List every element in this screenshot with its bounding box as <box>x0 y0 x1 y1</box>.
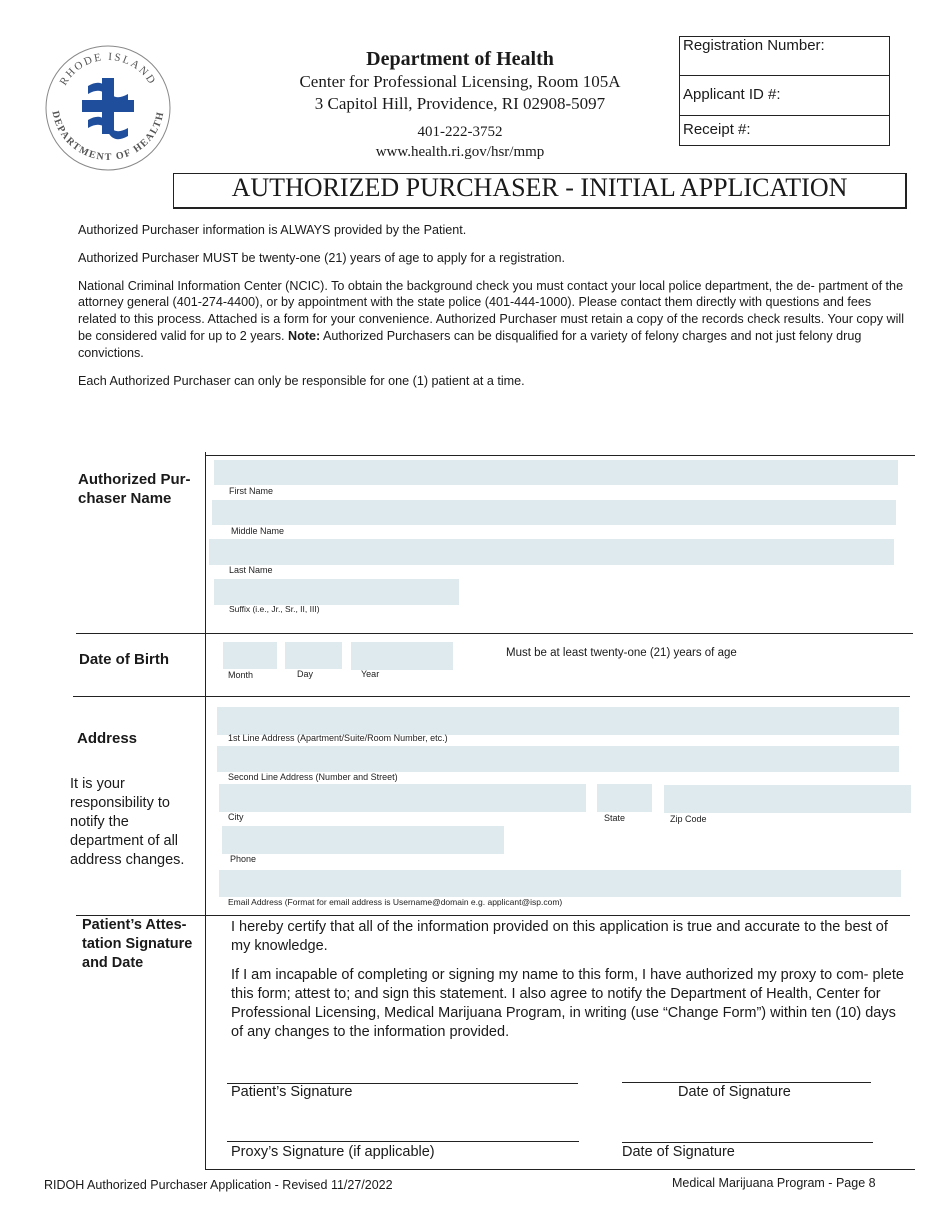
dob-day-caption: Day <box>297 669 314 679</box>
divider-bottom <box>205 1169 915 1170</box>
email-input[interactable] <box>219 870 901 897</box>
form-title-box <box>173 173 907 209</box>
proxy-signature-label: Proxy’s Signature (if applicable) <box>231 1144 435 1160</box>
address-label: Address <box>77 730 138 747</box>
intro-paragraph-3 <box>78 278 908 362</box>
seal-cross-icon <box>82 78 134 139</box>
seal-ring-bottom: DEPARTMENT OF HEALTH <box>49 109 167 164</box>
address-line1-caption: 1st Line Address (Apartment/Suite/Room Number, etc.) <box>228 733 448 743</box>
intro-paragraph-1: Authorized Purchaser information is ALWAYS provided by the Patient. <box>78 223 467 237</box>
patient-date-label: Date of Signature <box>678 1084 791 1100</box>
seal-graphic <box>44 44 172 172</box>
zip-input[interactable] <box>664 785 911 813</box>
intro-text <box>78 222 908 389</box>
city-caption: City <box>228 812 244 822</box>
last-name-caption: Last Name <box>229 565 273 575</box>
proxy-date-label: Date of Signature <box>622 1144 735 1160</box>
form-title: AUTHORIZED PURCHASER - INITIAL APPLICATION <box>231 173 848 202</box>
applicant-id-label: Applicant ID #: <box>683 86 781 103</box>
ri-health-seal <box>44 44 172 172</box>
note-label: Note: <box>288 328 321 343</box>
website-url: www.health.ri.gov/hsr/mmp <box>375 144 545 160</box>
suffix-input[interactable] <box>214 579 459 605</box>
intro-paragraph-4: Each Authorized Purchaser can only be responsible for one (1) patient at a time. <box>78 373 525 388</box>
suffix-caption: Suffix (i.e., Jr., Sr., II, III) <box>229 604 320 614</box>
department-name: Department of Health <box>366 48 554 70</box>
middle-name-input[interactable] <box>212 500 896 525</box>
dob-year-caption: Year <box>361 669 380 679</box>
note-text: Authorized Purchasers can be disqualified for a variety of felony charges and not just felony drug convictions. <box>78 328 862 360</box>
office-use-box <box>679 36 890 146</box>
state-caption: State <box>604 813 626 823</box>
registration-number-field[interactable] <box>680 37 889 76</box>
divider-dob-address <box>73 696 910 697</box>
attestation-paragraph-2: If I am incapable of completing or signing my name to this form, I have authorized my proxy to com- plete this form; attest to; and sign this statement. I also agree to notify the Department of Health, Center for Professional Licensing, Medical Marijuana Program, in writing (use “Change Form”) within ten (10) days of any changes to the information provided. <box>231 967 904 1040</box>
footer-revision: RIDOH Authorized Purchaser Application - Revised 11/27/2022 <box>44 1178 393 1192</box>
dob-month-input[interactable] <box>223 642 277 669</box>
phone-caption: Phone <box>230 854 257 864</box>
seal-ring-top: RHODE ISLAND <box>57 50 159 88</box>
address-line2-input[interactable] <box>217 746 899 772</box>
receipt-label: Receipt #: <box>683 121 751 138</box>
proxy-signature-line[interactable] <box>227 1141 579 1142</box>
divider-top <box>205 455 915 456</box>
zip-caption: Zip Code <box>670 814 707 824</box>
patient-signature-label: Patient’s Signature <box>231 1084 353 1100</box>
phone-input[interactable] <box>222 826 504 854</box>
patient-date-line[interactable] <box>622 1082 871 1083</box>
column-divider <box>205 452 206 1170</box>
street-address: 3 Capitol Hill, Providence, RI 02908-5097 <box>314 94 606 113</box>
dob-day-input[interactable] <box>285 642 342 669</box>
dob-month-caption: Month <box>228 670 254 680</box>
address-line1-input[interactable] <box>217 707 899 735</box>
attestation-label: Patient’s Attes- tation Signature and Date <box>82 917 193 971</box>
dob-age-note: Must be at least twenty-one (21) years of age <box>506 647 737 659</box>
ncic-text: National Criminal Information Center (NCIC). To obtain the background check you must contact your local police department, the de- partment of the attorney general (401-274-4400), or by appointment with the state police (401-444-1000). Please contact them directly with questions and fees related to this process. Attached is a form for your convenience. Authorized Purchaser must retain a copy of the records check results. Your copy will be considered valid for up to 2 years. <box>78 278 905 343</box>
footer-page-number: Medical Marijuana Program - Page 8 <box>672 1176 876 1190</box>
email-caption: Email Address (Format for email address is Username@domain e.g. applicant@isp.com) <box>228 897 563 907</box>
last-name-input[interactable] <box>209 539 894 565</box>
receipt-field[interactable] <box>680 116 889 145</box>
city-input[interactable] <box>219 784 586 812</box>
dob-label: Date of Birth <box>79 651 169 668</box>
attestation-text <box>231 918 911 1042</box>
registration-number-label: Registration Number: <box>683 37 825 54</box>
divider-name-dob <box>76 633 913 634</box>
applicant-id-field[interactable] <box>680 76 889 116</box>
state-input[interactable] <box>597 784 652 812</box>
address-line2-caption: Second Line Address (Number and Street) <box>228 772 398 782</box>
first-name-caption: First Name <box>229 486 274 496</box>
header-block <box>250 47 670 115</box>
center-name: Center for Professional Licensing, Room 105A <box>299 72 621 91</box>
proxy-date-line[interactable] <box>622 1142 873 1143</box>
dob-year-input[interactable] <box>351 642 453 670</box>
purchaser-name-label: Authorized Pur- chaser Name <box>78 471 191 507</box>
attestation-paragraph-1: I hereby certify that all of the information provided on this application is true and accurate to the best of my knowledge. <box>231 919 888 954</box>
first-name-input[interactable] <box>214 460 898 485</box>
middle-name-caption: Middle Name <box>231 526 285 536</box>
phone-number: 401-222-3752 <box>417 124 503 140</box>
address-change-note: It is your responsibility to notify the department of all address changes. <box>70 776 185 868</box>
intro-paragraph-2: Authorized Purchaser MUST be twenty-one (21) years of age to apply for a registration. <box>78 250 565 265</box>
